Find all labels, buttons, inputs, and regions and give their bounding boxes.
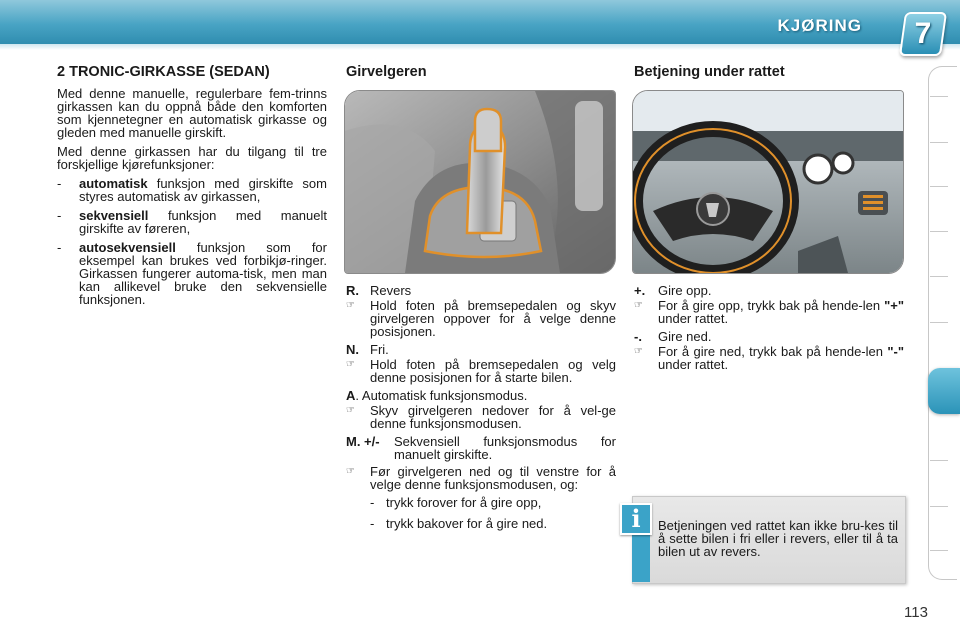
rail-divider (930, 186, 948, 187)
gear-label: Sekvensiell funksjonsmodus for manuelt girskifte. (394, 434, 616, 462)
instruction-text: Hold foten på bremsepedalen og skyv girvelgeren oppover for å velge denne posisjonen. (370, 298, 616, 339)
left-column (57, 87, 327, 312)
header-underline (0, 44, 960, 50)
gear-label: Fri. (370, 342, 389, 357)
shift-sub-item (368, 517, 616, 530)
gear-key: R. (346, 283, 359, 298)
mode-description: funksjon med manuelt girskifte av føreren, (79, 208, 327, 236)
chapter-title: KJØRING (777, 16, 862, 35)
gear-position-item (346, 389, 616, 402)
info-icon: i (620, 503, 652, 535)
mode-description: funksjon med girskifte som styres automatisk av girkassen, (79, 176, 327, 204)
intro-paragraph: Med denne manuelle, regulerbare fem-trinns girkassen kan du oppnå både den komforten som kjennetegner en automatisk girkasse og gleden med manuelle girskift. (57, 86, 327, 140)
gear-selector-heading: Girvelgeren (346, 64, 427, 80)
gear-selector-illustration (345, 91, 615, 273)
rail-divider (930, 506, 948, 507)
pointing-hand-icon: ☞ (634, 346, 643, 357)
shift-down-label: Gire ned. (658, 329, 712, 344)
instruction-item (346, 358, 616, 384)
mode-description: funksjon som for eksempel kan brukes ved forbikjø-ringer. Girkassen fungerer automa-tisk, men man kan allikevel bruke den sekvensielle funksjonen. (79, 240, 327, 307)
pointing-hand-icon: ☞ (346, 359, 355, 370)
shift-sub-item (368, 496, 616, 509)
rail-divider (930, 231, 948, 232)
rail-divider (930, 276, 948, 277)
shift-down-instruction: ☞ For å gire ned, trykk bak på hende-len "-" under rattet. (634, 344, 904, 372)
rail-divider (930, 460, 948, 461)
shift-down-item (634, 330, 904, 343)
shift-down-key: -. (634, 329, 642, 344)
rail-divider (930, 322, 948, 323)
middle-column (346, 284, 616, 538)
shift-up-key: +. (634, 283, 646, 298)
gear-key: N. (346, 342, 359, 357)
dash: - (57, 208, 62, 223)
gear-label: . Automatisk funksjonsmodus. (355, 388, 528, 403)
instruction-item (346, 299, 616, 338)
mode-term: automatisk (79, 176, 148, 191)
intro-paragraph-2: Med denne girkassen har du tilgang til tre forskjellige kjørefunksjoner: (57, 144, 327, 172)
shift-sub-text: trykk bakover for å gire ned. (386, 516, 548, 531)
chapter-number: 7 (914, 17, 932, 50)
minus-paddle-label: "-" (887, 344, 904, 359)
dash: - (57, 176, 62, 191)
shift-up-item (634, 284, 904, 297)
shift-up-label: Gire opp. (658, 283, 712, 298)
chapter-number-badge (899, 12, 947, 56)
shift-up-instruction: ☞ For å gire opp, trykk bak på hende-len "+" under rattet. (634, 298, 904, 326)
steering-control-heading: Betjening under rattet (634, 64, 785, 80)
steering-wheel-photo (632, 90, 904, 274)
mode-item (57, 209, 327, 235)
shift-sub-list (346, 496, 616, 530)
pointing-hand-icon: ☞ (346, 300, 355, 311)
mode-term: sekvensiell (79, 208, 149, 223)
instruction-item (346, 404, 616, 430)
gear-key: M. +/- (346, 434, 380, 449)
dash: - (57, 240, 62, 255)
gear-position-item (346, 284, 616, 297)
pointing-hand-icon: ☞ (346, 466, 355, 477)
mode-term: autosekvensiell (79, 240, 176, 255)
instruction-text: Skyv girvelgeren nedover for å vel-ge denne funksjonsmodusen. (370, 403, 616, 431)
shift-sub-text: trykk forover for å gire opp, (386, 495, 542, 510)
steering-wheel-illustration (633, 91, 903, 273)
gear-label: Revers (370, 283, 412, 298)
rail-divider (930, 96, 948, 97)
info-text: Betjeningen ved rattet kan ikke bru-kes til å sette bilen i fri eller i revers, eller til å ta bilen ut av revers. (658, 518, 898, 559)
right-column (634, 284, 904, 376)
page-number: 113 (904, 604, 928, 621)
mode-item (57, 177, 327, 203)
mode-item (57, 241, 327, 306)
plus-paddle-label: "+" (884, 298, 904, 313)
instruction-text: Hold foten på bremsepedalen og velg denne posisjonen for å starte bilen. (370, 357, 616, 385)
rail-divider (930, 550, 948, 551)
active-chapter-tab[interactable] (928, 368, 960, 414)
dash: - (370, 516, 375, 531)
dash: - (370, 495, 375, 510)
instruction-text: Før girvelgeren ned og til venstre for å velge denne funksjonsmodusen, og: (370, 464, 616, 492)
rail-divider (930, 142, 948, 143)
gear-selector-photo (344, 90, 616, 274)
gear-key: A (346, 388, 356, 403)
chapter-tab-rail (928, 66, 957, 580)
instruction-item (346, 465, 616, 491)
pointing-hand-icon: ☞ (634, 300, 643, 311)
gear-position-item (346, 343, 616, 356)
pointing-hand-icon: ☞ (346, 405, 355, 416)
section-heading: 2 TRONIC-GIRKASSE (SEDAN) (57, 64, 270, 80)
gear-position-item (346, 435, 616, 461)
